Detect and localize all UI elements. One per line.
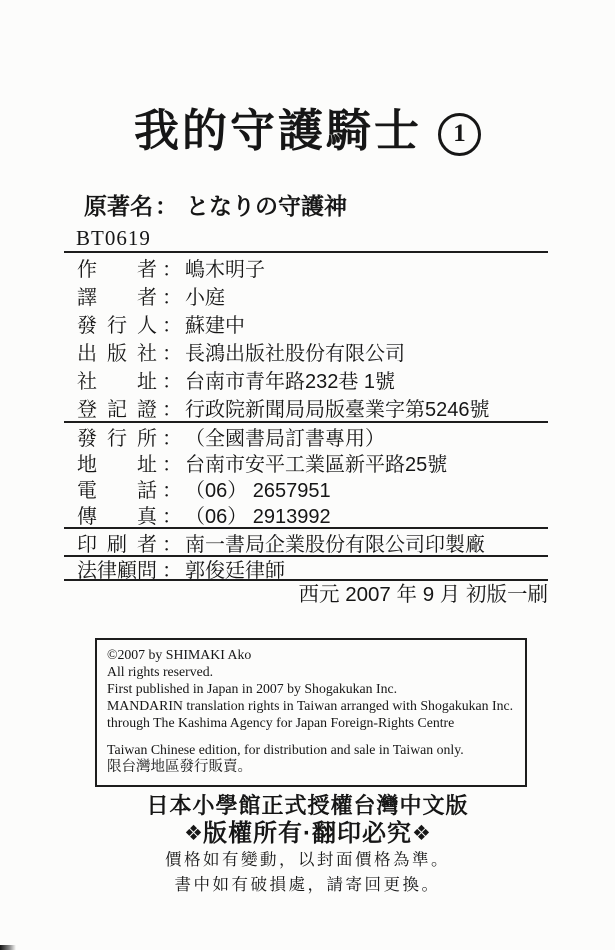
edition-line: 西元 2007 年 9 月 初版一刷 — [298, 583, 548, 606]
row-label: 電話 — [77, 479, 157, 502]
row-label: 社址 — [77, 370, 157, 393]
rights-text: 版權所有·翻印必究 — [203, 820, 412, 847]
volume-circle-1-icon — [438, 113, 481, 156]
table-row — [64, 337, 548, 365]
row-colon: ： — [162, 427, 182, 450]
row-label: 印刷者 — [77, 533, 157, 556]
table-row — [64, 475, 548, 501]
row-colon: ： — [162, 453, 182, 476]
original-title-colon: ： — [155, 193, 178, 219]
copyright-line: 限台灣地區發行販賣。 — [107, 759, 252, 775]
copyright-line: All rights reserved. — [107, 664, 214, 679]
original-title-label: 原著名 — [84, 193, 153, 219]
copyright-line: First published in Japan in 2007 by Shogakukan Inc. — [107, 681, 398, 696]
row-label: 發行人 — [77, 314, 157, 337]
row-value: 郭俊廷律師 — [185, 559, 285, 582]
row-value: 小庭 — [185, 286, 225, 309]
diamond-icon: ❖ — [184, 822, 203, 845]
page-title: 我的守護騎士 — [133, 105, 422, 156]
table-row — [64, 423, 548, 449]
original-title-value: となりの守護神 — [186, 193, 347, 219]
book-title-row — [0, 94, 615, 159]
copyright-line: MANDARIN translation rights in Taiwan arranged with Shogakukan Inc. — [107, 698, 514, 713]
row-label: 地址 — [77, 453, 157, 476]
original-title-line — [84, 188, 347, 221]
row-label: 法律顧問 — [77, 559, 157, 582]
row-value: 台南市青年路232巷 1號 — [185, 370, 396, 393]
book-code: BT0619 — [76, 226, 151, 250]
row-colon: ： — [162, 314, 182, 337]
table-row — [64, 393, 548, 423]
table-row — [64, 253, 548, 281]
scan-edge-mark — [0, 945, 16, 950]
volume-number: 1 — [453, 120, 466, 147]
row-value: 長鴻出版社股份有限公司 — [185, 342, 405, 365]
damage-notice: 書中如有破損處，請寄回更換。 — [174, 875, 441, 894]
row-colon: ： — [162, 505, 182, 528]
row-value: （全國書局訂書專用） — [185, 427, 385, 450]
row-colon: ： — [162, 479, 182, 502]
row-colon: ： — [162, 398, 182, 421]
copyright-line: ©2007 by SHIMAKI Ako — [107, 647, 252, 662]
row-colon: ： — [162, 342, 182, 365]
row-value: 行政院新聞局局版臺業字第5246號 — [185, 398, 490, 421]
license-line: 日本小學館正式授權台灣中文版 — [146, 793, 469, 818]
row-label: 登記證 — [77, 398, 157, 421]
row-label: 發行所 — [77, 427, 157, 450]
table-row — [64, 281, 548, 309]
row-value: 台南市安平工業區新平路25號 — [185, 453, 448, 476]
row-colon: ： — [162, 370, 182, 393]
row-colon: ： — [162, 559, 182, 582]
table-row — [64, 309, 548, 337]
copyright-gap — [107, 731, 515, 741]
rights-line — [0, 813, 615, 848]
row-value: 蘇建中 — [185, 314, 245, 337]
row-label: 傳真 — [77, 505, 157, 528]
row-value: 嶋木明子 — [185, 258, 265, 281]
row-colon: ： — [162, 286, 182, 309]
row-label: 譯者 — [77, 286, 157, 309]
row-value: （06） 2657951 — [185, 479, 331, 502]
table-row — [64, 449, 548, 475]
copyright-line: Taiwan Chinese edition, for distribution and sale in Taiwan only. — [107, 742, 464, 757]
publication-table — [64, 251, 548, 581]
row-colon: ： — [162, 258, 182, 281]
row-label: 出版社 — [77, 342, 157, 365]
row-label: 作者 — [77, 258, 157, 281]
table-row — [64, 365, 548, 393]
table-row — [64, 501, 548, 529]
diamond-icon: ❖ — [412, 822, 431, 845]
row-colon: ： — [162, 533, 182, 556]
copyright-box — [95, 638, 527, 787]
row-value: （06） 2913992 — [185, 505, 331, 528]
copyright-line: through The Kashima Agency for Japan Foreign-Rights Centre — [107, 715, 455, 730]
price-notice: 價格如有變動，以封面價格為準。 — [165, 850, 450, 869]
row-value: 南一書局企業股份有限公司印製廠 — [185, 533, 485, 556]
